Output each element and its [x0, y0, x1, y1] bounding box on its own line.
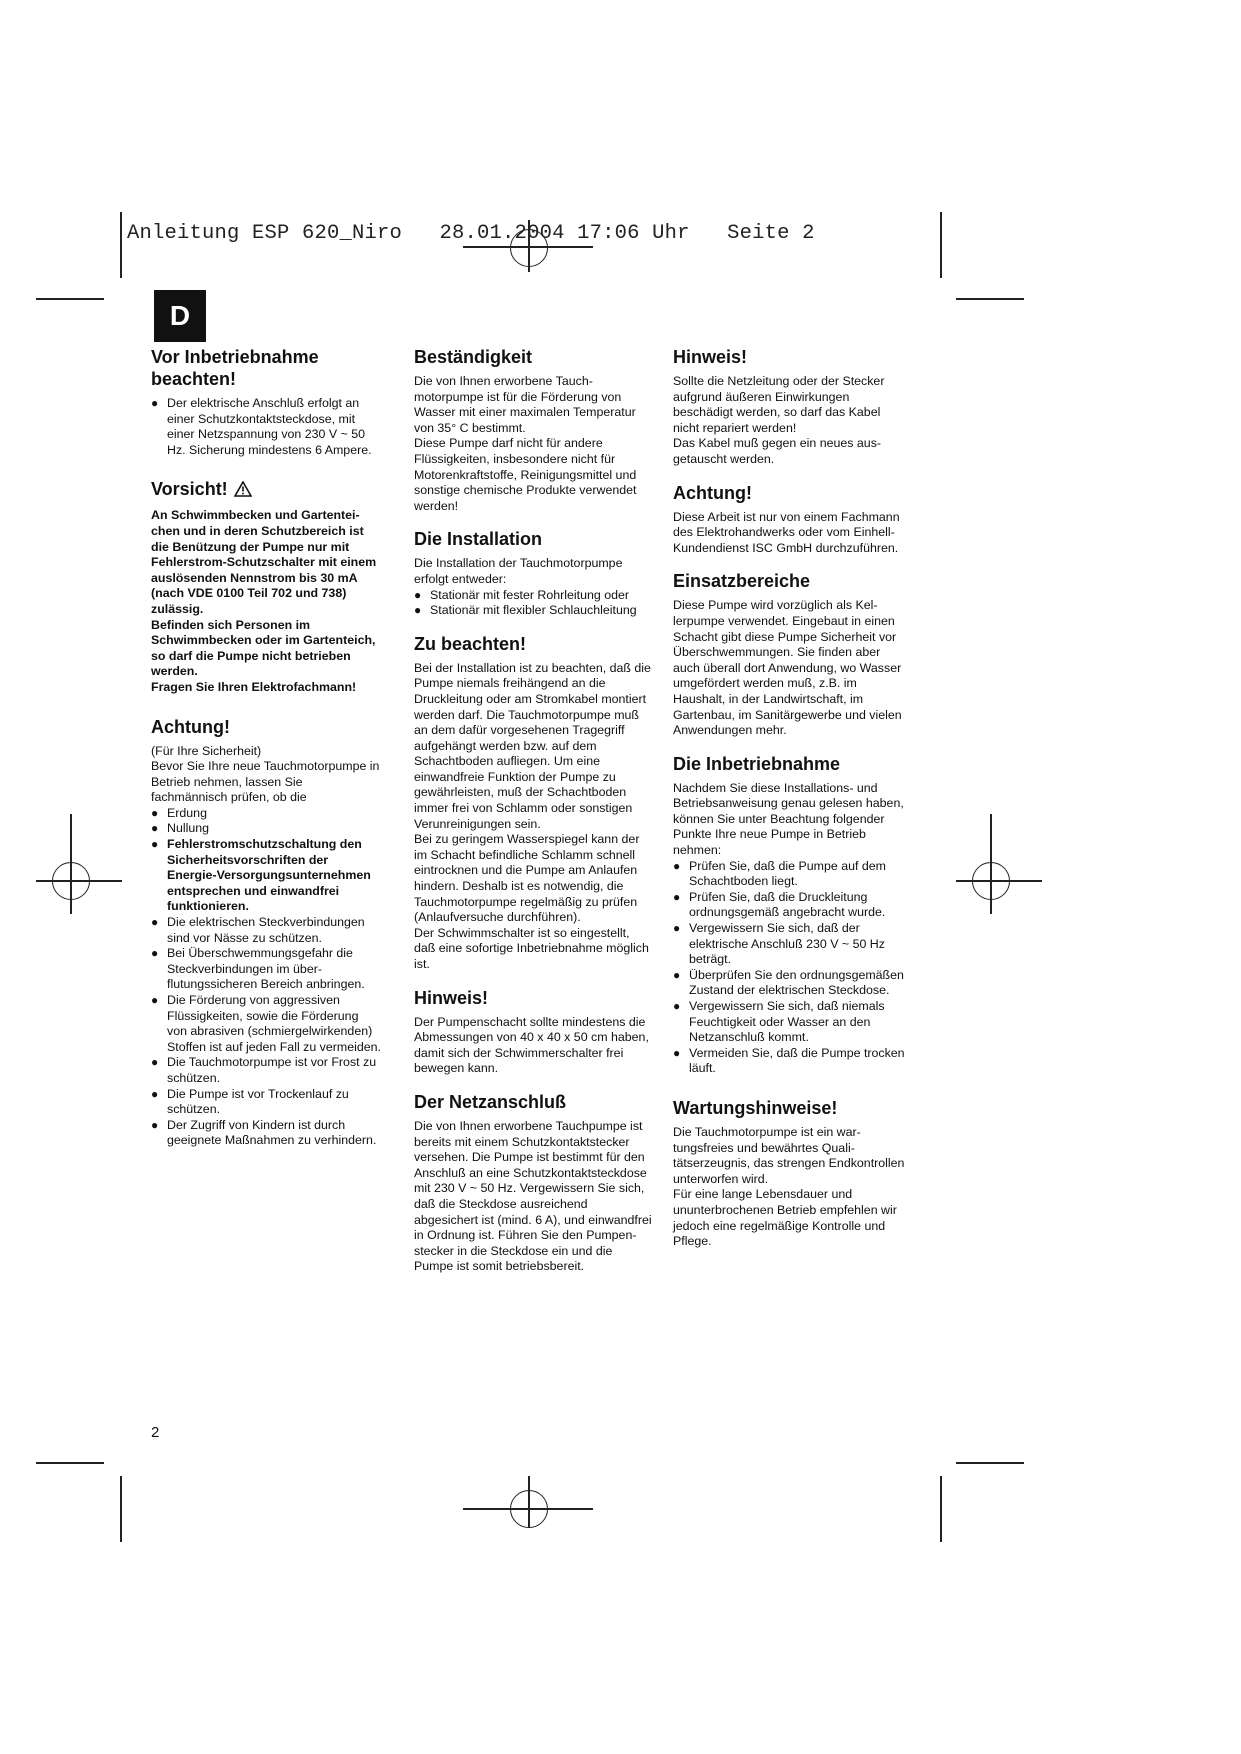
list-item: ● Prüfen Sie, daß die Pumpe auf dem Schachtboden liegt. — [673, 859, 909, 890]
list-item: ● Die Pumpe ist vor Trockenlauf zu schützen. — [151, 1087, 381, 1118]
section-title-inbetriebnahme: Die Inbetriebnahme — [673, 753, 841, 774]
section-title-netzanschluss: Der Netzanschluß — [414, 1091, 567, 1112]
list-item: ● Vergewissern Sie sich, daß der elektrische Anschluß 230 V ~ 50 Hz beträgt. — [673, 921, 909, 968]
paragraph: Nachdem Sie diese Installations- und Betriebsanweisung genau gelesen haben, können Sie unter Beachtung folgender Punkte Ihre neue Pumpe in Betrieb nehmen: — [673, 780, 904, 858]
list-item: ● Erdung — [151, 806, 381, 822]
safety-checklist — [151, 806, 381, 1149]
crop-mark-bottom-left-vertical — [120, 1476, 122, 1542]
paragraph: Die von Ihnen erworbene Tauchpumpe ist bereits mit einem Schutzkontaktstecker versehen. Die Pumpe ist bestimmt für den Anschluß an eine Schutzkontaktsteckdose mit 230 V ~ 50 Hz. Vergewissern Sie sich, daß die Steckdose ausreichend abgesichert ist (mind. 6 A), und einwandfrei in Ordnung ist. Führen Sie den Pumpenstecker in die Steckdose ein und die Pumpe ist somit betriebsbereit. — [414, 1118, 652, 1274]
page-number: 2 — [151, 1424, 160, 1441]
paragraph: Diese Pumpe darf nicht für andere Flüssigkeiten, insbesondere nicht für Motorenkraftstoffe, Reinigungsmittel und sonstige chemische Produkte verwendet werden! — [414, 436, 637, 513]
section-title-vorsicht: Vorsicht! — [151, 478, 381, 502]
section-title-wartungshinweise: Wartungshinweise! — [673, 1097, 838, 1118]
crop-mark-top-right-vertical — [940, 212, 942, 278]
paragraph: Bei der Installation ist zu beachten, daß die Pumpe niemals freihängend an die Druckleitung oder am Stromkabel montiert werden darf. Die Tauchmotorpumpe muß an dem dafür vorgesehenen Tragegriff aufgehängt werden bzw. auf dem Schachtboden aufliegen. Um eine einwandfreie Funktion der Pumpe zu gewährleisten, muß der Schachtboden immer frei von Schlamm oder sonstigen Verunreinigungen sein. — [414, 660, 651, 831]
crop-mark-top-left-horizontal — [36, 298, 104, 300]
crop-mark-bottom-left-horizontal — [36, 1462, 104, 1464]
section-title-installation: Die Installation — [414, 529, 543, 550]
list-item: ● Der Zugriff von Kindern ist durch geeignete Maßnahmen zu verhindern. — [151, 1118, 381, 1149]
paragraph: Das Kabel muß gegen ein neues ausgetauscht werden. — [673, 436, 882, 466]
list-item: ● Prüfen Sie, daß die Druckleitung ordnungsgemäß angebracht wurde. — [673, 890, 909, 921]
section-title-zu-beachten: Zu beachten! — [414, 633, 527, 654]
section-title-hinweis: Hinweis! — [414, 987, 489, 1008]
section-title-vor-inbetriebnahme: Vor Inbetriebnahme beachten! — [151, 347, 319, 389]
section-title-hinweis: Hinweis! — [673, 347, 748, 367]
column-1 — [151, 346, 381, 1149]
paragraph: Die von Ihnen erworbene Tauchmotorpumpe ist für die Förderung von Wasser mit einer maximalen Temperatur von 35° C bestimmt. — [414, 374, 636, 435]
list-item: ● Überprüfen Sie den ordnungsgemäßen Zustand der elektrischen Steckdose. — [673, 968, 909, 999]
section-title-achtung: Achtung! — [151, 716, 230, 737]
startup-checklist — [673, 859, 909, 1077]
list-item: ● Vergewissern Sie sich, daß niemals Feuchtigkeit oder Wasser an den Netzanschluß kommt. — [673, 999, 909, 1046]
paragraph: Die Installation der Tauchmotorpumpe erfolgt entweder: — [414, 556, 623, 586]
section-title-achtung: Achtung! — [673, 482, 752, 503]
column-3 — [673, 346, 909, 1250]
section-title-bestaendigkeit: Beständigkeit — [414, 347, 533, 367]
paragraph: Diese Pumpe wird vorzüglich als Kellerpumpe verwendet. Eingebaut in einen Schacht gibt diese Pumpe Sicherheit vor Überschwemmungen. Sie finden aber auch überall dort Anwendung, wo Wasser umgefördert werden muß, z.B. im Haushalt, in der Landwirtschaft, im Gartenbau, im Sanitärgewerbe und vielen Anwendungen mehr. — [673, 598, 902, 738]
crop-mark-top-left-vertical — [120, 212, 122, 278]
list-item: ● Stationär mit flexibler Schlauchleitung — [414, 603, 652, 619]
list-item: ● Die elektrischen Steckverbindungen sind vor Nässe zu schützen. — [151, 915, 381, 946]
warning-paragraph: An Schwimmbecken und Gartenteichen und in deren Schutzbereich ist die Benützung der Pumpe nur mit Fehlerstrom-Schutzschalter mit einem auslösenden Nennstrom bis 30 mA (nach VDE 0100 Teil 702 und 738) zulässig. — [151, 508, 377, 616]
list-item: ● Nullung — [151, 821, 381, 837]
paragraph: Für eine lange Lebensdauer und ununterbrochenen Betrieb empfehlen wir jedoch eine regelmäßige Kontrolle und Pflege. — [673, 1187, 897, 1249]
list-item: ● Stationär mit fester Rohrleitung oder — [414, 588, 652, 604]
print-slug: Anleitung ESP 620_Niro 28.01.2004 17:06 Uhr Seite 2 — [127, 222, 815, 245]
paragraph: Sollte die Netzleitung oder der Stecker aufgrund äußeren Einwirkungen beschädigt werden, so darf das Kabel nicht repariert werden! — [673, 374, 885, 435]
warning-triangle-icon — [234, 480, 252, 502]
paragraph: Die Tauchmotorpumpe ist ein wartungsfreies und bewährtes Qualitätserzeugnis, das strengen Endkontrollen unterworfen wird. — [673, 1124, 905, 1186]
installation-list — [414, 588, 652, 619]
paragraph: Bevor Sie Ihre neue Tauchmotorpumpe in Betrieb nehmen, lassen Sie fachmännisch prüfen, ob die — [151, 759, 380, 805]
paragraph: Der Schwimmschalter ist so eingestellt, daß eine sofortige Inbetriebnahme möglich ist. — [414, 925, 649, 971]
paragraph: (Für Ihre Sicherheit) — [151, 743, 262, 758]
warning-paragraph: Befinden sich Personen im Schwimmbecken oder im Gartenteich, so darf die Pumpe nicht betrieben werden. — [151, 617, 376, 679]
list-item: ● Bei Überschwemmungsgefahr die Steckverbindungen im überflutungssicheren Bereich anbringen. — [151, 946, 381, 993]
warning-paragraph: Fragen Sie Ihren Elektrofachmann! — [151, 679, 357, 694]
paragraph: Bei zu geringem Wasserspiegel kann der im Schacht befindliche Schlamm schnell eintrocknen und die Pumpe am Anlaufen hindern. Deshalb ist es notwendig, die Tauchmotorpumpe regelmäßig zu prüfen (Anlaufversuche durchführen). — [414, 832, 640, 925]
list-item: ● Die Tauchmotorpumpe ist vor Frost zu schützen. — [151, 1055, 381, 1086]
column-2 — [414, 346, 652, 1275]
crop-mark-top-right-horizontal — [956, 298, 1024, 300]
list-item: ● Die Förderung von aggressiven Flüssigkeiten, sowie die Förderung von abrasiven (schmiergelwirkenden) Stoffen ist auf jeden Fall zu vermeiden. — [151, 993, 381, 1055]
list-item: ● Fehlerstromschutzschaltung den Sicherheitsvorschriften der Energie-Versorgungsunternehmen entsprechen und einwandfrei funktionieren. — [151, 837, 381, 915]
paragraph: Diese Arbeit ist nur von einem Fachmann des Elektrohandwerks oder vom Einhell-Kundendienst ISC GmbH durchzuführen. — [673, 509, 900, 555]
crop-mark-bottom-right-horizontal — [956, 1462, 1024, 1464]
list-item: ● Vermeiden Sie, daß die Pumpe trocken läuft. — [673, 1046, 909, 1077]
language-badge: D — [154, 290, 206, 342]
crop-mark-bottom-right-vertical — [940, 1476, 942, 1542]
paragraph: Der Pumpenschacht sollte mindestens die Abmessungen von 40 x 40 x 50 cm haben, damit sich der Schwimmerschalter frei bewegen kann. — [414, 1014, 649, 1076]
section-title-einsatzbereiche: Einsatzbereiche — [673, 571, 811, 592]
list-item: ● Der elektrische Anschluß erfolgt an einer Schutzkontaktsteckdose, mit einer Netzspannung von 230 V ~ 50 Hz. Sicherung mindestens 6 Ampere. — [151, 396, 381, 458]
connection-list — [151, 396, 381, 458]
